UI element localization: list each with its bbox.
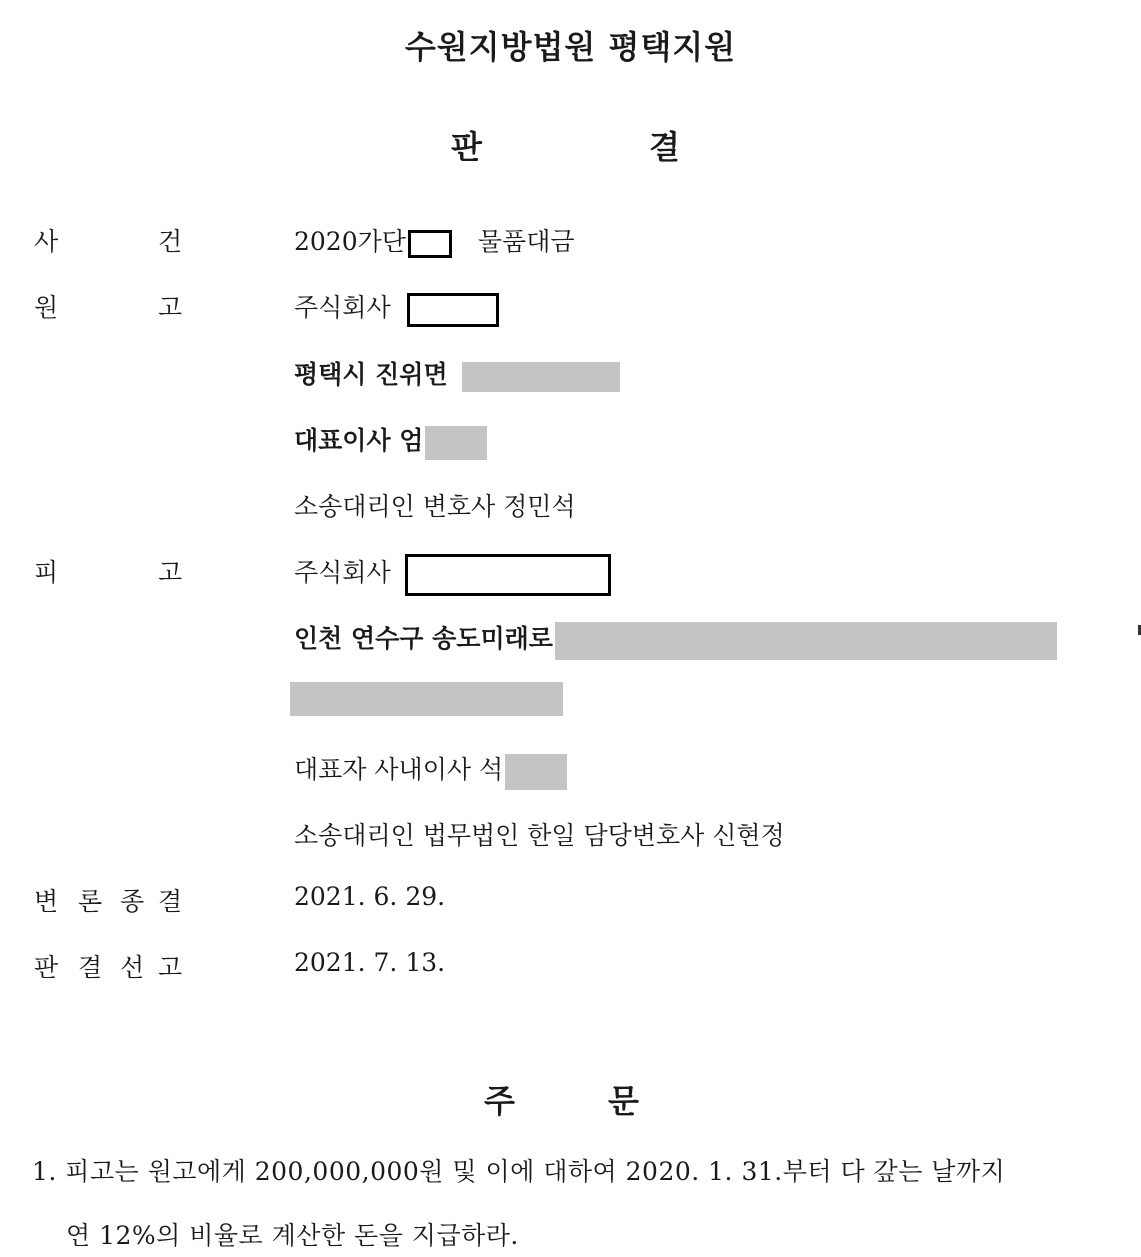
- redaction-block: [425, 426, 487, 460]
- hearing-end-date: 2021. 6. 29.: [294, 882, 446, 911]
- plaintiff-address: 평택시 진위면: [294, 355, 620, 392]
- document-title-char-1: 판: [451, 128, 482, 166]
- order-item-1-line-2: 연 12%의 비율로 계산한 돈을 지급하라.: [66, 1221, 519, 1250]
- redaction-block: [505, 754, 567, 790]
- order-title-char-2: 문: [608, 1082, 639, 1120]
- judgment-date: 2021. 7. 13.: [294, 948, 446, 977]
- order-item-1-line-1: 1. 피고는 원고에게 200,000,000원 및 이에 대하여 2020. 1. 31.부터 다 갚는 날까지: [32, 1157, 1006, 1186]
- defendant-representative: 대표자 사내이사 석: [294, 750, 567, 790]
- plaintiff-company: 주식회사: [294, 288, 499, 327]
- court-name: 수원지방법원 평택지원: [404, 28, 737, 66]
- redaction-box: [407, 293, 499, 327]
- redaction-box: [408, 230, 452, 258]
- case-number-and-name: [294, 222, 575, 258]
- case-number-prefix: 2020가단: [294, 227, 406, 256]
- case-name: 물품대금: [477, 227, 575, 256]
- document-title-char-2: 결: [649, 128, 680, 166]
- defendant-address: 인천 연수구 송도미래로: [294, 619, 1057, 660]
- defendant-counsel: 소송대리인 법무법인 한일 담당변호사 신현정: [294, 821, 785, 850]
- redaction-block: [462, 362, 620, 392]
- redaction-block: [555, 622, 1057, 660]
- order-title-char-1: 주: [484, 1082, 515, 1120]
- defendant-company: 주식회사: [294, 553, 611, 596]
- redaction-block-address-line-2: [290, 682, 563, 716]
- redaction-box: [405, 554, 611, 596]
- plaintiff-counsel: 소송대리인 변호사 정민석: [294, 492, 576, 521]
- plaintiff-representative: 대표이사 엄: [294, 421, 487, 460]
